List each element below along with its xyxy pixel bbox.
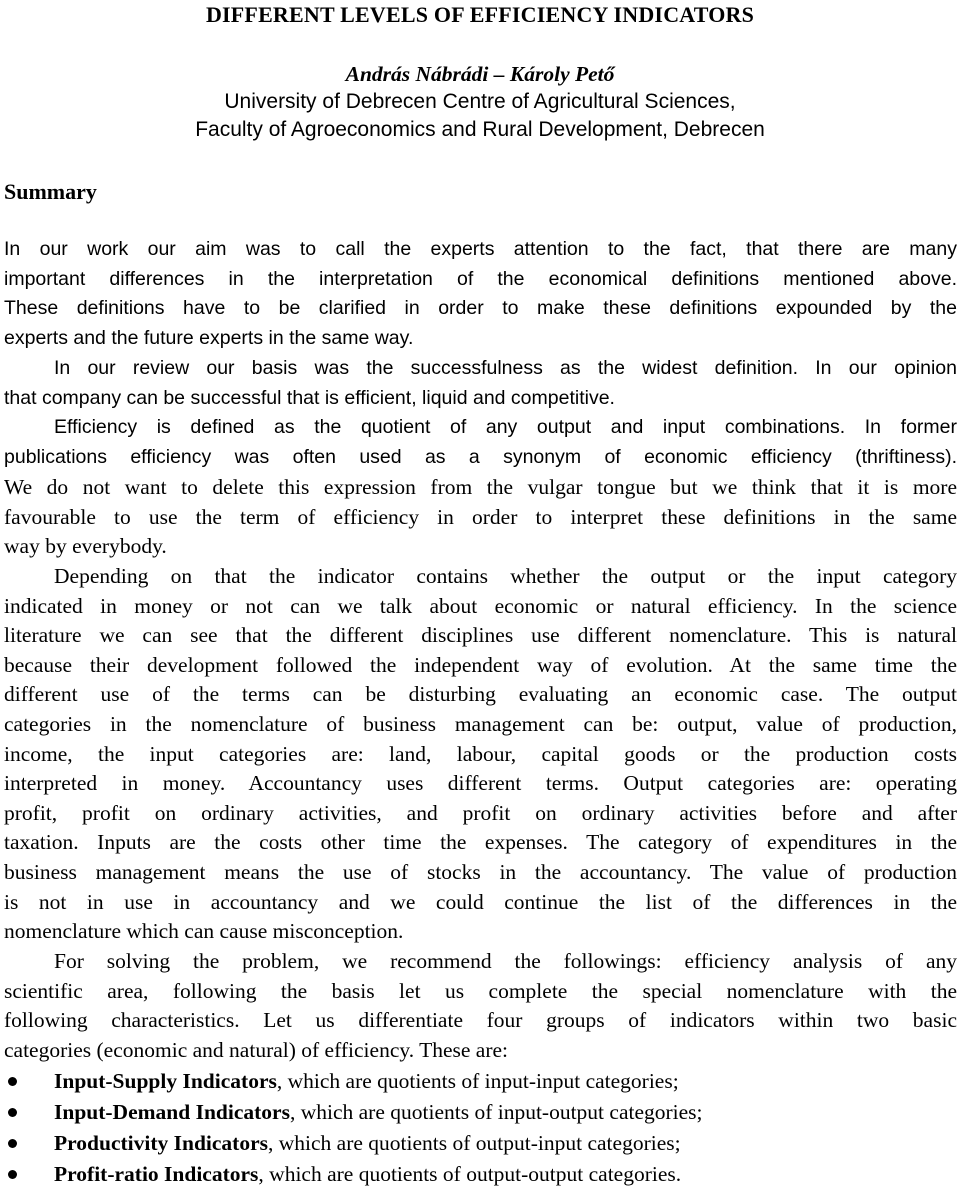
bullet-icon (8, 1077, 17, 1086)
text-line: taxation. Inputs are the costs other time the expenses. The category of expenditures in the (4, 830, 957, 855)
text-line: scientific area, following the basis let us complete the special nomenclature with the (4, 978, 957, 1003)
list-item (4, 1159, 957, 1190)
body-paragraph-3-continued (4, 473, 957, 562)
text-line: Efficiency is defined as the quotient of any output and input combinations. In former (54, 416, 957, 438)
text-line: literature we can see that the different disciplines use different nomenclature. This is natural (4, 623, 957, 648)
summary-paragraph-3 (4, 413, 957, 472)
text-line: In our work our aim was to call the experts attention to the fact, that there are many (4, 238, 957, 260)
text-line: because their development followed the independent way of evolution. At the same time the (4, 652, 957, 677)
summary-paragraph-2 (4, 354, 957, 413)
text-line: We do not want to delete this expression from the vulgar tongue but we think that it is more (4, 475, 957, 499)
text-line: important differences in the interpretation of the economical definitions mentioned above. (4, 267, 957, 290)
affiliation-line-1: University of Debrecen Centre of Agricultural Sciences, (224, 90, 736, 113)
summary-heading: Summary (4, 179, 97, 204)
list-item (4, 1128, 957, 1159)
indicator-term: Input-Supply Indicators (54, 1069, 277, 1093)
indicator-description: , which are quotients of input-output categories; (289, 1100, 703, 1124)
list-item (4, 1097, 957, 1128)
text-line: is not in use in accountancy and we could continue the list of the differences in the (4, 889, 957, 914)
indicator-list (4, 1066, 957, 1190)
text-line: nomenclature which can cause misconception. (4, 919, 404, 944)
text-line: profit, profit on ordinary activities, and profit on ordinary activities before and after (4, 800, 957, 825)
list-item (4, 1066, 957, 1097)
text-line: following characteristics. Let us differentiate four groups of indicators within two basic (4, 1008, 957, 1033)
summary-paragraph-1 (4, 235, 957, 353)
text-line: publications efficiency was often used as a synonym of economic efficiency (thriftiness). (4, 445, 957, 468)
indicator-description: , which are quotients of output-output categories. (258, 1162, 682, 1186)
text-line: In our review our basis was the successfulness as the widest definition. In our opinion (54, 357, 957, 379)
indicator-term: Productivity Indicators (54, 1131, 269, 1155)
text-line: interpreted in money. Accountancy uses different terms. Output categories are: operating (4, 771, 957, 796)
text-line: indicated in money or not can we talk about economic or natural efficiency. In the science (4, 593, 957, 618)
indicator-description: , which are quotients of input-input categories; (276, 1069, 679, 1093)
text-line: different use of the terms can be disturbing evaluating an economic case. The output (4, 682, 957, 707)
text-line: favourable to use the term of efficiency in order to interpret these definitions in the same (4, 504, 957, 529)
bullet-icon (8, 1108, 17, 1117)
bullet-icon (8, 1170, 17, 1179)
text-line: that company can be successful that is efficient, liquid and competitive. (4, 386, 615, 409)
indicator-description: , which are quotients of output-input categories; (268, 1131, 681, 1155)
text-line: categories in the nomenclature of business management can be: output, value of production, (4, 711, 957, 736)
body-paragraph-4 (4, 562, 957, 947)
indicator-term: Input-Demand Indicators (54, 1100, 290, 1124)
text-line: experts and the future experts in the same way. (4, 326, 414, 349)
affiliation-line-2: Faculty of Agroeconomics and Rural Development, Debrecen (195, 118, 765, 141)
text-line: way by everybody. (4, 534, 167, 559)
text-line: income, the input categories are: land, labour, capital goods or the production costs (4, 741, 957, 766)
paper-title: DIFFERENT LEVELS OF EFFICIENCY INDICATORS (205, 2, 755, 27)
text-line: Depending on that the indicator contains whether the output or the input category (54, 564, 957, 588)
text-line: These definitions have to be clarified in order to make these definitions expounded by the (4, 297, 957, 319)
text-line: For solving the problem, we recommend the followings: efficiency analysis of any (54, 949, 957, 973)
indicator-term: Profit-ratio Indicators (54, 1162, 259, 1186)
authors: András Nábrádi – Károly Pető (345, 62, 615, 86)
text-line: categories (economic and natural) of efficiency. These are: (4, 1037, 509, 1062)
text-line: business management means the use of stocks in the accountancy. The value of production (4, 859, 957, 884)
body-paragraph-5 (4, 947, 957, 1065)
bullet-icon (8, 1139, 17, 1148)
